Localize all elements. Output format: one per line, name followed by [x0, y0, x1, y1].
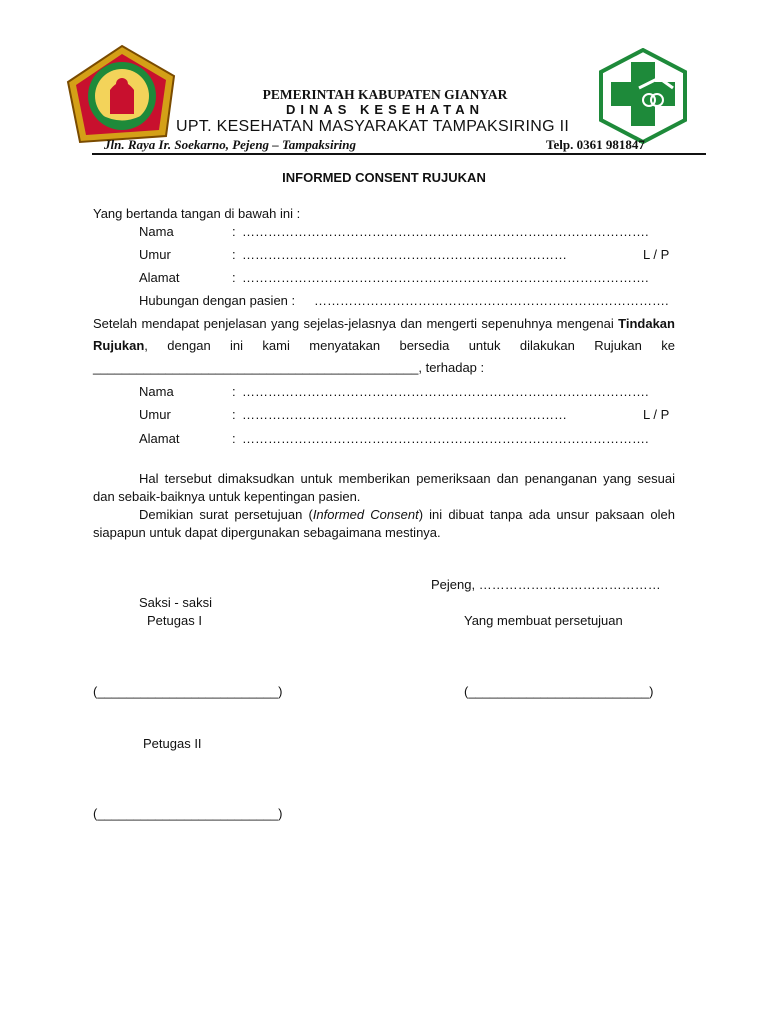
colon: :	[232, 407, 236, 422]
witness-title: Saksi - saksi	[139, 595, 212, 610]
statement-bold-action: Tindakan Rujukan	[93, 316, 675, 353]
statement-text-2: , dengan ini kami menyatakan bersedia untuk dilakukan Rujukan ke	[144, 338, 675, 353]
patient-address-label: Alamat	[139, 431, 180, 446]
patient-age-label: Umur	[139, 407, 171, 422]
consenter-signature-line[interactable]: (_________________________)	[464, 684, 654, 699]
officer1-signature-line[interactable]: (_________________________)	[93, 684, 283, 699]
patient-address-field[interactable]: ………………………………………………………………………………….	[242, 431, 649, 446]
signer-age-label: Umur	[139, 247, 171, 262]
referral-destination-field[interactable]: _____________________________________________	[93, 360, 419, 375]
colon: :	[232, 270, 236, 285]
colon: :	[232, 431, 236, 446]
officer2-label: Petugas II	[143, 736, 202, 751]
signer-age-field[interactable]: …………………………………………………………………	[242, 247, 567, 262]
declaration-text-2: ) ini dibuat tanpa ada unsur paksaan oleh siapapun untuk dapat dipergunakan sebagaimana mestinya.	[93, 507, 675, 540]
patient-name-label: Nama	[139, 384, 174, 399]
officer2-signature-line[interactable]: (_________________________)	[93, 806, 283, 821]
header-institution: UPT. KESEHATAN MASYARAKAT TAMPAKSIRING II	[176, 118, 570, 135]
declaration-paragraph	[93, 506, 675, 542]
header-address: Jln. Raya Ir. Soekarno, Pejeng – Tampaksiring	[104, 137, 356, 152]
header-divider	[92, 153, 706, 155]
patient-age-field[interactable]: …………………………………………………………………	[242, 407, 567, 422]
kemenkes-logo	[597, 48, 689, 147]
signer-relation-field[interactable]: ……………………………………………………………………….	[314, 293, 669, 308]
header-department: DINAS KESEHATAN	[285, 102, 485, 117]
signer-gender-option[interactable]: L / P	[643, 247, 670, 262]
patient-name-field[interactable]: ………………………………………………………………………………….	[242, 384, 649, 399]
officer1-label: Petugas I	[147, 613, 202, 628]
statement-paragraph	[93, 313, 675, 379]
place-date-field[interactable]: Pejeng, ……………………………………	[431, 577, 661, 592]
colon: :	[232, 384, 236, 399]
purpose-paragraph: Hal tersebut dimaksudkan untuk memberikan pemeriksaan dan penanganan yang sesuai dan sebaik-baiknya untuk kepentingan pasien.	[93, 471, 675, 504]
signer-name-label: Nama	[139, 224, 174, 239]
statement-text-3: , terhadap :	[418, 360, 485, 375]
colon: :	[232, 247, 236, 262]
intro-text: Yang bertanda tangan di bawah ini :	[93, 206, 301, 221]
header-government: PEMERINTAH KABUPATEN GIANYAR	[262, 87, 508, 102]
signer-relation-label: Hubungan dengan pasien :	[139, 293, 296, 308]
signer-address-field[interactable]: ………………………………………………………………………………….	[242, 270, 649, 285]
document-title: INFORMED CONSENT RUJUKAN	[282, 170, 486, 185]
signer-name-field[interactable]: ………………………………………………………………………………….	[242, 224, 649, 239]
gianyar-emblem-logo	[66, 44, 178, 151]
patient-gender-option[interactable]: L / P	[643, 407, 670, 422]
declaration-italic: Informed Consent	[312, 507, 419, 522]
declaration-text-1: Demikian surat persetujuan (	[139, 507, 313, 522]
signer-address-label: Alamat	[139, 270, 180, 285]
consenter-label: Yang membuat persetujuan	[464, 613, 623, 628]
colon: :	[232, 224, 236, 239]
statement-text-1: Setelah mendapat penjelasan yang sejelas-jelasnya dan mengerti sepenuhnya mengenai	[93, 316, 614, 331]
header-phone: Telp. 0361 981847	[546, 137, 645, 152]
